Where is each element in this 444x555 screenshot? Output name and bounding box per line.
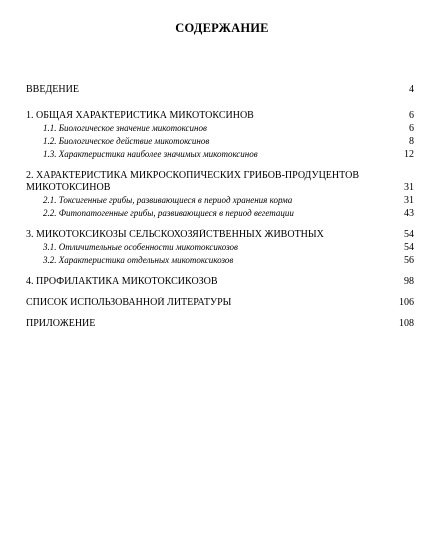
toc-entry-page: 12: [404, 149, 414, 160]
toc-entry-page: 108: [399, 318, 414, 329]
spacer: [26, 220, 414, 229]
toc-entry-page: 98: [404, 276, 414, 287]
toc-entry-chapter-1: [26, 110, 414, 122]
toc-entry-chapter-3: [26, 229, 414, 241]
toc-entry-page: 6: [409, 110, 414, 121]
toc-entry-text: 2.1. Токсигенные грибы, развивающиеся в период хранения корма: [43, 195, 293, 205]
toc-entry-page: 31: [404, 195, 414, 206]
toc-entry-text: СПИСОК ИСПОЛЬЗОВАННОЙ ЛИТЕРАТУРЫ: [26, 297, 232, 308]
toc-entry-text-line2: МИКОТОКСИНОВ: [26, 182, 111, 193]
toc-entry-text: 1.1. Биологическое значение микотоксинов: [43, 123, 207, 133]
spacer: [26, 267, 414, 276]
toc-entry-page: 56: [404, 255, 414, 266]
toc-entry-text: 2.2. Фитопатогенные грибы, развивающиеся в период вегетации: [43, 208, 294, 218]
spacer: [26, 161, 414, 170]
toc-entry-page: 31: [404, 182, 414, 193]
toc-entry-text: 1.3. Характеристика наиболее значимых микотоксинов: [43, 149, 258, 159]
toc-entry-text-line1: 2. ХАРАКТЕРИСТИКА МИКРОСКОПИЧЕСКИХ ГРИБОВ-ПРОДУЦЕНТОВ: [26, 170, 359, 181]
toc-entry-section-2-1: [26, 194, 414, 207]
toc-entry-page: 8: [409, 136, 414, 147]
toc-entry-line2: [26, 182, 414, 194]
toc-entry-section-1-1: [26, 122, 414, 135]
toc-entry-chapter-4: [26, 276, 414, 288]
toc-entry-text: 3.1. Отличительные особенности микотоксикозов: [43, 242, 238, 252]
toc-entry-page: 43: [404, 208, 414, 219]
toc-entry-section-3-2: [26, 254, 414, 267]
toc-entry-page: 54: [404, 229, 414, 240]
spacer: [26, 309, 414, 318]
toc-entry-text: 1. ОБЩАЯ ХАРАКТЕРИСТИКА МИКОТОКСИНОВ: [26, 110, 254, 121]
toc-entry-page: 4: [409, 84, 414, 95]
toc-entry-page: 106: [399, 297, 414, 308]
toc-entry-section-2-2: [26, 207, 414, 220]
toc-entry-section-1-2: [26, 135, 414, 148]
toc-entry-page: 6: [409, 123, 414, 134]
toc-entry-page: 54: [404, 242, 414, 253]
toc-entry-text: 4. ПРОФИЛАКТИКА МИКОТОКСИКОЗОВ: [26, 276, 218, 287]
toc-entry-text: 1.2. Биологическое действие микотоксинов: [43, 136, 210, 146]
page-title: СОДЕРЖАНИЕ: [175, 21, 269, 35]
toc-entry-appendix: [26, 318, 414, 330]
toc-entry-text: ВВЕДЕНИЕ: [26, 84, 79, 95]
toc-entry-introduction: [26, 84, 414, 96]
spacer: [26, 288, 414, 297]
toc-entry-references: [26, 297, 414, 309]
toc-entry-text: 3.2. Характеристика отдельных микотоксикозов: [43, 255, 234, 265]
toc-entry-chapter-2: [26, 170, 414, 194]
table-of-contents: [26, 84, 414, 330]
toc-entry-text: 3. МИКОТОКСИКОЗЫ СЕЛЬСКОХОЗЯЙСТВЕННЫХ ЖИВОТНЫХ: [26, 229, 324, 240]
toc-entry-section-1-3: [26, 148, 414, 161]
toc-entry-text: ПРИЛОЖЕНИЕ: [26, 318, 96, 329]
spacer: [26, 96, 414, 110]
toc-entry-section-3-1: [26, 241, 414, 254]
